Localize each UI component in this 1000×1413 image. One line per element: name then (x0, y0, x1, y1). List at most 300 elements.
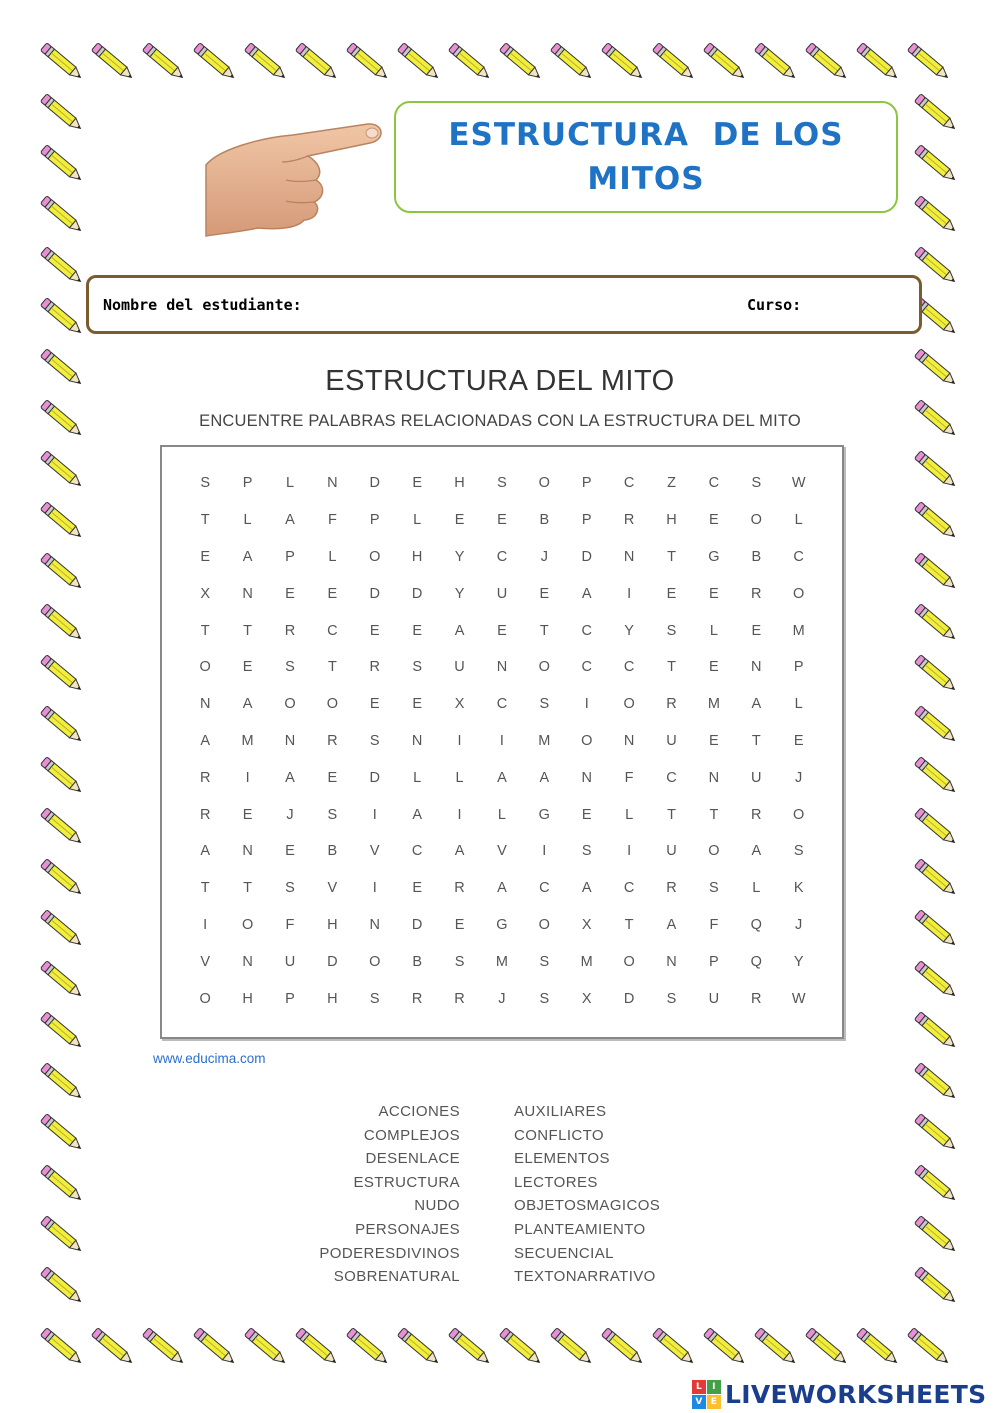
grid-cell[interactable]: C (581, 622, 592, 639)
grid-cell[interactable]: R (199, 806, 211, 823)
grid-cell[interactable]: J (795, 916, 803, 933)
grid-cell[interactable]: I (627, 843, 632, 860)
grid-cell[interactable]: A (412, 806, 422, 823)
grid-cell[interactable]: D (581, 548, 592, 565)
grid-cell[interactable]: U (666, 843, 677, 860)
grid-cell[interactable]: H (454, 475, 465, 492)
grid-cell[interactable]: C (623, 880, 635, 897)
grid-cell[interactable]: G (708, 548, 720, 565)
pencil-icon (40, 655, 83, 694)
grid-cell[interactable]: C (793, 548, 804, 565)
pencil-icon (601, 1328, 644, 1367)
liveworksheets-logo-icon (692, 1380, 721, 1409)
grid-cell[interactable]: P (285, 990, 295, 1007)
grid-cell[interactable]: F (624, 769, 634, 786)
grid-cell[interactable]: A (200, 732, 211, 749)
grid-cell[interactable]: E (454, 512, 465, 529)
grid-cell[interactable]: N (411, 732, 423, 749)
grid-cell[interactable]: O (793, 806, 805, 823)
grid-cell[interactable]: E (327, 585, 338, 602)
grid-cell[interactable]: L (328, 548, 337, 565)
grid-cell[interactable]: S (497, 475, 507, 492)
logo-letter-square: L (692, 1380, 706, 1394)
grid-cell[interactable]: N (327, 475, 338, 492)
grid-cell[interactable]: C (581, 659, 592, 676)
pencil-icon (652, 43, 695, 82)
pencil-icon (40, 502, 83, 541)
grid-cell[interactable]: T (327, 659, 337, 676)
grid-cell[interactable]: R (666, 696, 677, 713)
grid-cell[interactable]: O (708, 843, 720, 860)
pencil-icon (448, 1328, 491, 1367)
grid-cell[interactable]: I (203, 916, 208, 933)
grid-cell[interactable]: T (243, 880, 253, 897)
grid-cell[interactable]: S (539, 953, 550, 970)
grid-cell[interactable]: T (243, 622, 253, 639)
grid-cell[interactable]: O (750, 512, 762, 529)
grid-cell[interactable]: N (199, 696, 211, 713)
grid-cell[interactable]: E (497, 512, 507, 529)
grid-cell[interactable]: B (327, 843, 338, 860)
pencil-icon (914, 349, 957, 388)
grid-cell[interactable]: E (200, 548, 211, 565)
grid-cell[interactable]: E (285, 843, 295, 860)
grid-cell[interactable]: B (412, 953, 422, 970)
grid-cell[interactable]: I (627, 585, 632, 602)
grid-cell[interactable]: Q (750, 953, 762, 970)
student-name-label: Nombre del estudiante: (103, 296, 302, 314)
grid-cell[interactable]: N (242, 953, 253, 970)
grid-cell[interactable]: E (751, 622, 762, 639)
pencil-icon (91, 43, 134, 82)
grid-cell[interactable]: T (200, 880, 210, 897)
grid-cell[interactable]: Y (624, 622, 634, 639)
grid-cell[interactable]: E (369, 622, 380, 639)
grid-cell[interactable]: S (666, 622, 677, 639)
grid-cell[interactable]: L (794, 696, 803, 713)
grid-cell[interactable]: E (709, 512, 719, 529)
grid-cell[interactable]: M (792, 622, 805, 639)
grid-cell[interactable]: N (581, 769, 592, 786)
pencil-icon (397, 43, 440, 82)
pencil-icon (40, 604, 83, 643)
grid-cell[interactable]: X (200, 585, 211, 602)
word-list-item: PODERESDIVINOS (319, 1244, 460, 1262)
grid-cell[interactable]: E (285, 585, 295, 602)
grid-cell[interactable]: B (539, 512, 550, 529)
grid-cell[interactable]: R (411, 990, 423, 1007)
pencil-icon (40, 1216, 83, 1255)
pencil-icon (914, 451, 957, 490)
grid-cell[interactable]: A (497, 880, 507, 897)
pencil-icon (40, 43, 83, 82)
grid-cell[interactable]: N (242, 585, 253, 602)
grid-cell[interactable]: E (539, 585, 550, 602)
grid-cell[interactable]: A (581, 585, 592, 602)
grid-cell[interactable]: A (666, 916, 677, 933)
grid-cell[interactable]: F (327, 512, 337, 529)
grid-cell[interactable]: N (623, 548, 635, 565)
grid-cell[interactable]: N (623, 732, 635, 749)
grid-cell[interactable]: L (794, 512, 803, 529)
grid-cell[interactable]: R (454, 990, 465, 1007)
grid-cell[interactable]: A (242, 548, 253, 565)
grid-cell[interactable]: W (791, 990, 806, 1007)
grid-cell[interactable]: O (369, 953, 381, 970)
grid-cell[interactable]: H (327, 990, 338, 1007)
grid-cell[interactable]: X (581, 990, 592, 1007)
grid-cell[interactable]: S (327, 806, 338, 823)
grid-cell[interactable]: R (751, 585, 762, 602)
grid-cell[interactable]: I (584, 696, 589, 713)
grid-cell[interactable]: A (454, 843, 465, 860)
grid-cell[interactable]: I (542, 843, 547, 860)
grid-cell[interactable]: P (581, 475, 592, 492)
grid-cell[interactable]: L (285, 475, 295, 492)
grid-cell[interactable]: E (709, 585, 719, 602)
word-list-item: AUXILIARES (514, 1103, 607, 1120)
grid-cell[interactable]: C (708, 475, 720, 492)
grid-cell[interactable]: O (241, 916, 254, 933)
grid-cell[interactable]: T (751, 732, 761, 749)
grid-cell[interactable]: M (495, 953, 508, 970)
grid-cell[interactable]: P (285, 548, 295, 565)
grid-cell[interactable]: M (538, 732, 551, 749)
grid-cell[interactable]: O (326, 696, 338, 713)
grid-cell[interactable]: C (666, 769, 677, 786)
title-box (394, 101, 898, 213)
word-list-item: SOBRENATURAL (333, 1268, 460, 1286)
grid-cell[interactable]: H (242, 990, 253, 1007)
pencil-icon (856, 1328, 899, 1367)
grid-cell[interactable]: X (581, 916, 592, 933)
grid-cell[interactable]: J (498, 990, 506, 1007)
grid-cell[interactable]: T (667, 806, 676, 823)
grid-cell[interactable]: R (454, 880, 465, 897)
grid-cell[interactable]: A (200, 843, 211, 860)
grid-cell[interactable]: O (623, 953, 635, 970)
grid-cell[interactable]: N (369, 916, 380, 933)
grid-cell[interactable]: S (412, 659, 422, 676)
title-line-2: MITOS (587, 161, 705, 197)
pencil-icon (914, 655, 957, 694)
grid-cell[interactable]: A (751, 696, 762, 713)
grid-cell[interactable]: S (285, 880, 295, 897)
grid-cell[interactable]: I (372, 880, 377, 897)
grid-cell[interactable]: R (751, 990, 762, 1007)
grid-cell[interactable]: O (623, 696, 635, 713)
pencil-icon (40, 757, 83, 796)
pencil-icon (914, 1114, 957, 1153)
grid-cell[interactable]: S (581, 843, 592, 860)
grid-cell[interactable]: O (284, 696, 296, 713)
pencil-icon (914, 94, 957, 133)
grid-cell[interactable]: T (200, 622, 210, 639)
grid-cell[interactable]: E (412, 696, 422, 713)
grid-cell[interactable]: D (369, 475, 380, 492)
pencil-icon (40, 94, 83, 133)
grid-cell[interactable]: E (497, 622, 507, 639)
grid-cell[interactable]: T (539, 622, 549, 639)
grid-cell[interactable]: O (581, 732, 593, 749)
grid-cell[interactable]: P (793, 659, 804, 676)
grid-cell[interactable]: L (752, 880, 761, 897)
grid-cell[interactable]: R (327, 732, 338, 749)
pencil-icon (754, 43, 797, 82)
pencil-icon (914, 604, 957, 643)
grid-cell[interactable]: C (411, 843, 423, 860)
grid-cell[interactable]: U (751, 769, 762, 786)
grid-cell[interactable]: E (412, 880, 422, 897)
grid-cell[interactable]: S (751, 475, 762, 492)
grid-cell[interactable]: S (200, 475, 211, 492)
pencil-icon (907, 43, 950, 82)
grid-cell[interactable]: F (709, 916, 719, 933)
pencil-icon (550, 43, 593, 82)
worksheet-subtitle: ENCUENTRE PALABRAS RELACIONADAS CON LA ESTRUCTURA DEL MITO (199, 412, 801, 430)
grid-cell[interactable]: A (581, 880, 592, 897)
grid-cell[interactable]: D (369, 769, 380, 786)
grid-cell[interactable]: E (327, 769, 338, 786)
word-list-item: PLANTEAMIENTO (514, 1220, 646, 1238)
grid-cell[interactable]: R (751, 806, 762, 823)
grid-cell[interactable]: O (538, 916, 550, 933)
grid-cell[interactable]: C (623, 659, 635, 676)
grid-cell[interactable]: I (457, 806, 462, 823)
grid-cell[interactable]: G (538, 806, 550, 823)
grid-cell[interactable]: R (623, 512, 635, 529)
grid-cell[interactable]: J (286, 806, 294, 823)
grid-cell[interactable]: K (793, 880, 804, 897)
grid-cell[interactable]: T (667, 548, 676, 565)
grid-cell[interactable]: Z (667, 475, 676, 492)
grid-cell[interactable]: T (624, 916, 634, 933)
grid-cell[interactable]: I (372, 806, 377, 823)
grid-cell[interactable]: F (285, 916, 295, 933)
grid-cell[interactable]: C (496, 548, 508, 565)
grid-cell[interactable]: C (327, 622, 338, 639)
grid-cell[interactable]: P (709, 953, 719, 970)
grid-cell[interactable]: T (667, 659, 676, 676)
pencil-icon (142, 1328, 185, 1367)
pencil-icon (40, 349, 83, 388)
pencil-icon (40, 910, 83, 949)
logo-letter-square: E (707, 1395, 721, 1409)
grid-cell[interactable]: C (496, 696, 508, 713)
grid-cell[interactable]: O (369, 548, 381, 565)
grid-cell[interactable]: N (242, 843, 253, 860)
grid-cell[interactable]: L (243, 512, 252, 529)
grid-cell[interactable]: X (454, 696, 465, 713)
grid-cell[interactable]: S (539, 990, 550, 1007)
grid-cell[interactable]: O (538, 659, 550, 676)
pencil-icon (40, 145, 83, 184)
grid-cell[interactable]: R (369, 659, 380, 676)
grid-cell[interactable]: E (709, 732, 719, 749)
pencil-icon (40, 859, 83, 898)
pencil-icon (914, 1216, 957, 1255)
grid-cell[interactable]: Y (454, 585, 465, 602)
word-list-item: ELEMENTOS (514, 1150, 610, 1168)
grid-cell[interactable]: U (666, 732, 677, 749)
grid-cell[interactable]: E (369, 696, 380, 713)
grid-cell[interactable]: E (412, 622, 422, 639)
grid-cell[interactable]: D (369, 585, 380, 602)
grid-cell[interactable]: G (496, 916, 508, 933)
grid-cell[interactable]: D (327, 953, 338, 970)
grid-cell[interactable]: U (284, 953, 296, 970)
grid-cell[interactable]: H (327, 916, 338, 933)
word-list-left (260, 1100, 460, 1289)
grid-cell[interactable]: I (457, 732, 462, 749)
grid-cell[interactable]: S (666, 990, 677, 1007)
grid-cell[interactable]: I (499, 732, 504, 749)
grid-cell[interactable]: V (200, 953, 211, 970)
grid-cell[interactable]: Q (750, 916, 762, 933)
grid-cell[interactable]: L (413, 769, 422, 786)
grid-cell[interactable]: O (199, 659, 211, 676)
grid-cell[interactable]: A (454, 622, 465, 639)
pencil-icon (601, 43, 644, 82)
pencil-icon (40, 706, 83, 745)
grid-cell[interactable]: A (497, 769, 507, 786)
grid-cell[interactable]: E (793, 732, 804, 749)
grid-cell[interactable]: S (369, 990, 380, 1007)
grid-cell[interactable]: N (666, 953, 677, 970)
grid-cell[interactable]: P (242, 475, 253, 492)
grid-cell[interactable]: A (751, 843, 762, 860)
grid-cell[interactable]: M (580, 953, 593, 970)
grid-cell[interactable]: I (245, 769, 250, 786)
grid-cell[interactable]: O (538, 475, 550, 492)
grid-cell[interactable]: N (708, 769, 720, 786)
grid-cell[interactable]: M (241, 732, 254, 749)
pencil-icon (295, 43, 338, 82)
pointing-hand-icon (198, 110, 388, 240)
pencil-icon (805, 1328, 848, 1367)
grid-cell[interactable]: R (666, 880, 677, 897)
grid-cell[interactable]: O (199, 990, 211, 1007)
grid-cell[interactable]: U (708, 990, 720, 1007)
grid-cell[interactable]: A (285, 769, 295, 786)
pencil-icon (40, 400, 83, 439)
word-list-item: SECUENCIAL (514, 1244, 614, 1262)
grid-cell[interactable]: N (284, 732, 296, 749)
grid-cell[interactable]: E (412, 475, 422, 492)
pencil-icon (914, 757, 957, 796)
grid-cell[interactable]: T (200, 512, 210, 529)
pencil-icon (40, 1165, 83, 1204)
logo-letter-square: V (692, 1395, 706, 1409)
pencil-icon (244, 43, 287, 82)
grid-cell[interactable]: C (539, 880, 550, 897)
grid-cell[interactable]: E (454, 916, 465, 933)
pencil-icon (652, 1328, 695, 1367)
grid-cell[interactable]: S (709, 880, 719, 897)
grid-cell[interactable]: R (199, 769, 211, 786)
grid-cell[interactable]: N (496, 659, 508, 676)
word-list-item: NUDO (414, 1197, 460, 1215)
grid-cell[interactable]: R (284, 622, 296, 639)
grid-cell[interactable]: A (242, 696, 253, 713)
grid-cell[interactable]: E (709, 659, 719, 676)
grid-cell[interactable]: D (411, 916, 423, 933)
pencil-icon (703, 43, 746, 82)
grid-cell[interactable]: E (581, 806, 592, 823)
pencil-icon (856, 43, 899, 82)
grid-cell[interactable]: B (751, 548, 762, 565)
pencil-icon (914, 145, 957, 184)
grid-cell[interactable]: P (369, 512, 380, 529)
word-list-item: DESENLACE (365, 1150, 460, 1168)
student-info-box[interactable] (86, 275, 922, 334)
grid-cell[interactable]: L (497, 806, 506, 823)
grid-cell[interactable]: D (623, 990, 635, 1007)
grid-cell[interactable]: E (242, 659, 253, 676)
grid-cell[interactable]: E (666, 585, 677, 602)
pencil-icon (550, 1328, 593, 1367)
word-list-item: COMPLEJOS (363, 1126, 460, 1144)
course-label: Curso: (747, 296, 802, 314)
grid-cell[interactable]: S (285, 659, 295, 676)
word-list-right (514, 1100, 754, 1289)
pencil-icon (193, 43, 236, 82)
grid-cell[interactable]: S (454, 953, 465, 970)
pencil-icon (805, 43, 848, 82)
word-list-item: PERSONAJES (355, 1220, 460, 1238)
grid-cell[interactable]: J (540, 548, 548, 565)
grid-cell[interactable]: U (496, 585, 508, 602)
grid-cell[interactable]: E (242, 806, 253, 823)
grid-cell[interactable]: M (707, 696, 720, 713)
grid-cell[interactable]: L (625, 806, 634, 823)
grid-cell[interactable]: P (581, 512, 592, 529)
grid-cell[interactable]: V (369, 843, 380, 860)
grid-cell[interactable]: T (709, 806, 719, 823)
pencil-icon (914, 1063, 957, 1102)
pencil-icon (91, 1328, 134, 1367)
grid-cell[interactable]: Y (454, 548, 465, 565)
grid-cell[interactable]: A (539, 769, 550, 786)
pencil-icon (914, 910, 957, 949)
grid-cell[interactable]: J (795, 769, 803, 786)
grid-cell[interactable]: L (455, 769, 464, 786)
grid-cell[interactable]: D (411, 585, 423, 602)
grid-cell[interactable]: W (791, 475, 806, 492)
grid-cell[interactable]: A (285, 512, 295, 529)
pencil-icon (754, 1328, 797, 1367)
grid-cell[interactable]: S (369, 732, 380, 749)
pencil-icon (703, 1328, 746, 1367)
grid-cell[interactable]: O (793, 585, 805, 602)
pencil-icon (346, 1328, 389, 1367)
grid-cell[interactable]: H (411, 548, 423, 565)
grid-cell[interactable]: S (793, 843, 804, 860)
grid-cell[interactable]: V (497, 843, 507, 860)
pencil-icon (40, 451, 83, 490)
pencil-icon (40, 553, 83, 592)
grid-cell[interactable]: C (623, 475, 635, 492)
grid-cell[interactable]: H (666, 512, 677, 529)
grid-cell[interactable]: L (709, 622, 718, 639)
grid-cell[interactable]: S (539, 696, 550, 713)
grid-cell[interactable]: N (751, 659, 762, 676)
grid-cell[interactable]: L (413, 512, 422, 529)
grid-cell[interactable]: U (454, 659, 465, 676)
grid-cell[interactable]: V (327, 880, 338, 897)
pencil-icon (448, 43, 491, 82)
grid-cell[interactable]: Y (793, 953, 804, 970)
